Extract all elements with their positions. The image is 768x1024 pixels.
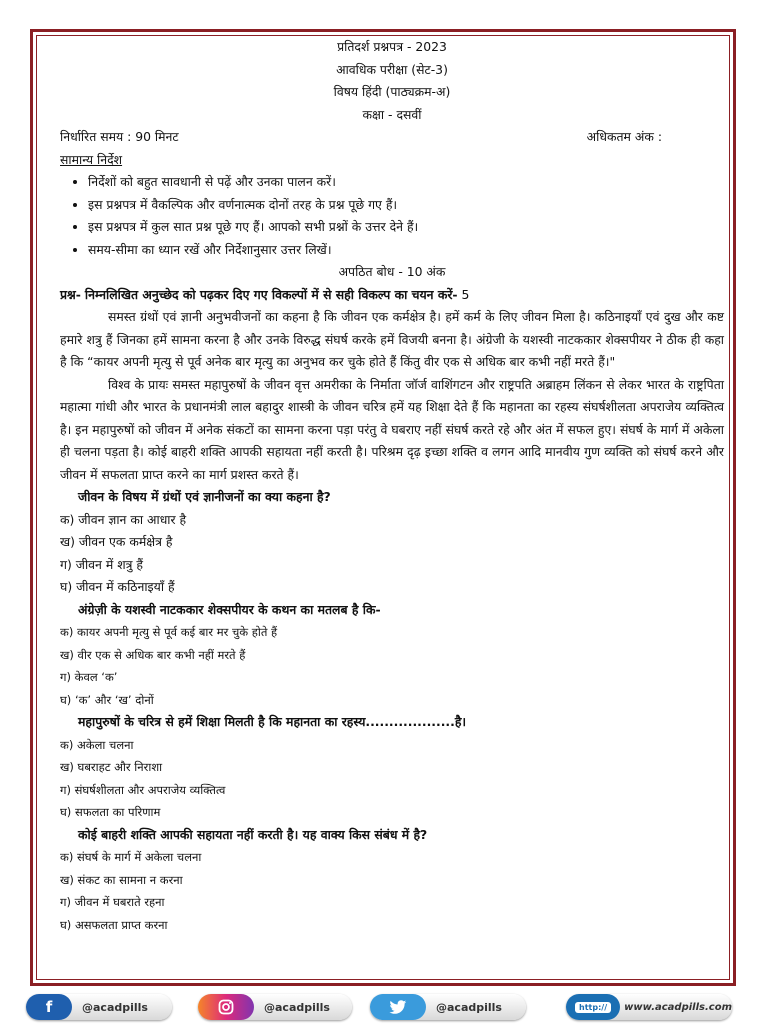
instagram-handle: @acadpills (264, 1000, 330, 1014)
option-item: क) जीवन ज्ञान का आधार है (60, 511, 187, 527)
time-allowed: निर्धारित समय : 90 मिनट (60, 129, 179, 144)
website-link[interactable] (566, 994, 732, 1020)
option-item: ख) वीर एक से अधिक बार कभी नहीं मरते हैं (60, 647, 246, 662)
instagram-icon (198, 994, 254, 1020)
option-item: ख) संकट का सामना न करना (60, 872, 183, 887)
question-3 (60, 711, 724, 824)
section-title: अपठित बोध - 10 अंक (338, 264, 446, 279)
option-item: ग) केवल ‘क’ (60, 670, 118, 684)
option-item: क) संघर्ष के मार्ग में अकेला चलना (60, 850, 202, 864)
option-item: ग) जीवन में शत्रु हैं (60, 556, 143, 572)
paper-title: प्रतिदर्श प्रश्नपत्र - 2023 (337, 39, 447, 54)
url-prefix: http:// (575, 1002, 611, 1013)
instruction-item: • निर्देशों को बहुत सावधानी से पढ़ें और उनका पालन करें। (88, 171, 724, 194)
time-marks-row (60, 126, 724, 149)
facebook-handle: @acadpills (82, 1000, 148, 1014)
twitter-handle: @acadpills (436, 1000, 502, 1014)
question-text: जीवन के विषय में ग्रंथों एवं ज्ञानीजनों का क्या कहना है? (78, 489, 331, 504)
instructions-list (60, 171, 724, 261)
facebook-link[interactable] (26, 994, 172, 1020)
option-item: ग) संघर्षशीलता और अपराजेय व्यक्तित्व (60, 782, 226, 797)
question-text: कोई बाहरी शक्ति आपकी सहायता नहीं करती है। यह वाक्य किस संबंध में है? (78, 826, 428, 842)
option-item: ग) जीवन में घबराते रहना (60, 895, 165, 909)
exam-page (60, 36, 724, 936)
question-1 (60, 486, 724, 599)
prompt-text: निम्नलिखित अनुच्छेद को पढ़कर दिए गए विकल्पों में से सही विकल्प का चयन करें- (84, 286, 458, 302)
class-label: कक्षा - दसवीं (362, 106, 422, 122)
website-url: www.acadpills.com (624, 1001, 732, 1013)
instruction-item: • समय-सीमा का ध्यान रखें और निर्देशानुसार उत्तर लिखें। (88, 239, 724, 262)
social-footer (0, 990, 768, 1024)
subject: विषय हिंदी (पाठ्यक्रम-अ) (333, 84, 451, 99)
max-marks: अधिकतम अंक : (586, 129, 662, 144)
instagram-link[interactable] (198, 994, 352, 1020)
browser-icon (566, 994, 620, 1020)
question-2 (60, 599, 724, 712)
option-item: घ) जीवन में कठिनाइयाँ हैं (60, 579, 175, 594)
prompt-label: प्रश्न- (60, 286, 81, 302)
option-item: ख) जीवन एक कर्मक्षेत्र है (60, 534, 173, 549)
exam-name: आवधिक परीक्षा (सेट-3) (336, 61, 448, 77)
facebook-icon: f (26, 994, 72, 1020)
passage-paragraph-1: समस्त ग्रंथों एवं ज्ञानी अनुभवीजनों का कहना है कि जीवन एक कर्मक्षेत्र है। हमें कर्म के लिए जीवन मिला है। कठिनाइयाँ एवं दुख और कष्ट हमारे शत्रु हैं जिनका हमें सामना करना है और उनके विरुद्ध संघर्ष करके हमें विजयी बनना है। अंग्रेजी के यशस्वी नाटककार शेक्सपीयर ने ठीक ही कहा है कि “कायर अपनी मृत्यु से पूर्व अनेक बार मृत्यु का अनुभव कर चुके होते हैं किंतु वीर एक से अधिक बार कभी नहीं मरते हैं।" (60, 309, 724, 369)
option-item: क) अकेला चलना (60, 737, 134, 752)
option-item: घ) असफलता प्राप्त करना (60, 917, 168, 932)
option-item: घ) सफलता का परिणाम (60, 805, 161, 819)
twitter-link[interactable] (370, 994, 526, 1020)
option-item: घ) ‘क’ और ‘ख’ दोनों (60, 692, 154, 707)
question-text: महापुरुषों के चरित्र से हमें शिक्षा मिलती है कि महानता का रहस्य...................है। (78, 714, 467, 729)
question-text: अंग्रेज़ी के यशस्वी नाटककार शेक्सपीयर के कथन का मतलब है कि- (78, 601, 381, 617)
instructions-title: सामान्य निर्देश (60, 151, 123, 167)
option-item: ख) घबराहट और निराशा (60, 760, 163, 774)
option-item: क) कायर अपनी मृत्यु से पूर्व कई बार मर चुके होते हैं (60, 625, 278, 639)
instruction-item: • इस प्रश्नपत्र में कुल सात प्रश्न पूछे गए हैं। आपको सभी प्रश्नों के उत्तर देने हैं। (88, 216, 724, 239)
instruction-item: • इस प्रश्नपत्र में वैकल्पिक और वर्णनात्मक दोनों तरह के प्रश्न पूछे गए हैं। (88, 194, 724, 217)
passage-paragraph-2: विश्व के प्रायः समस्त महापुरुषों के जीवन वृत्त अमरीका के निर्माता जॉर्ज वाशिंगटन और राष्ट्रपति अब्राहम लिंकन से लेकर भारत के राष्ट्रपिता महात्मा गांधी और भारत के प्रधानमंत्री लाल बहादुर शास्त्री के जीवन चरित्र हमें यह शिक्षा देते हैं कि महानता का रहस्य संघर्षशीलता अपराजेय व्यक्तित्व है। इन महापुरुषों को जीवन में अनेक संकटों का सामना करना पड़ा परंतु वे घबराए नहीं संघर्ष करते रहे और अंत में सफल हुए। संघर्ष के मार्ग में अकेला ही चलना पड़ता है। कोई बाहरी शक्ति आपकी सहायता नहीं करती है। परिश्रम दृढ़ इच्छा शक्ति व लगन आदि मानवीय गुण व्यक्ति को संघर्ष करने और जीवन में सफलता प्राप्त करने का मार्ग प्रशस्त करते हैं। (60, 376, 724, 482)
question-4 (60, 824, 724, 937)
twitter-icon (370, 994, 426, 1020)
question-prompt (60, 284, 724, 307)
prompt-marks: 5 (461, 286, 470, 302)
